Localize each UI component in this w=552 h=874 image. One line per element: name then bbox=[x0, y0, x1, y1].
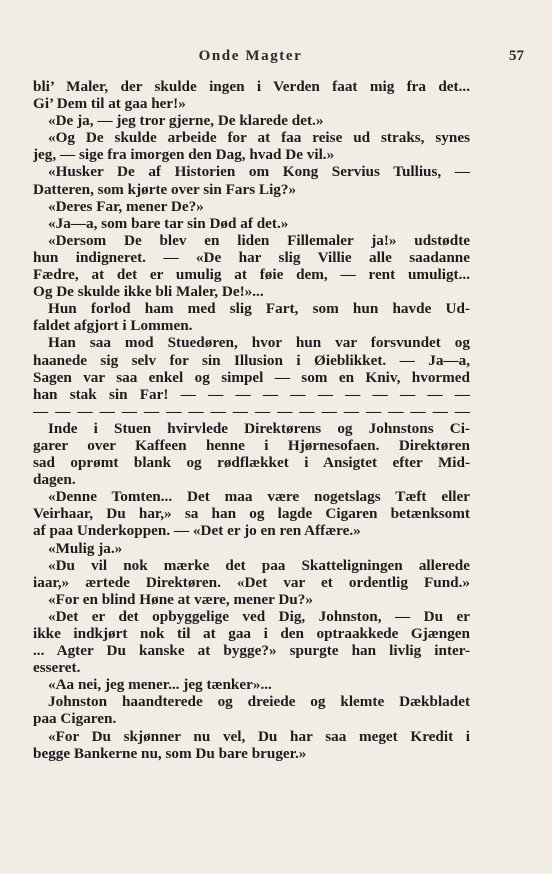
text-line: «Du vil nok mærke det paa Skatteligningen allerede bbox=[48, 556, 470, 574]
text-line: han stak sin Far! — — — — — — — — — — — bbox=[33, 385, 470, 403]
text-line: sad oprømt blank og rødflækket i Ansigtet efter Mid- bbox=[33, 454, 470, 472]
text-line: bli’ Maler, der skulde ingen i Verden faat mig fra det... bbox=[33, 78, 470, 95]
text-line: Datteren, som kjørte over sin Fars Lig?» bbox=[33, 180, 297, 198]
text-line: Gi’ Dem til at gaa her!» bbox=[33, 95, 186, 113]
text-line: «Og De skulde arbeide for at faa reise ud straks, synes bbox=[48, 129, 470, 147]
text-line: iaar,» ærtede Direktøren. «Det var et ordentlig Fund.» bbox=[33, 573, 470, 591]
text-line: faldet afgjort i Lommen. bbox=[33, 317, 193, 335]
text-line: dagen. bbox=[33, 471, 76, 489]
text-line: «Aa nei, jeg mener... jeg tænker»... bbox=[48, 676, 272, 694]
text-line: Sagen var saa enkel og simpel — som en Kniv, hvormed bbox=[33, 368, 470, 386]
text-line: Hun forlod ham med slig Fart, som hun havde Ud- bbox=[48, 300, 470, 318]
text-line: — — — — — — — — — — — — — — — — — — — — bbox=[33, 402, 470, 420]
body-text bbox=[33, 78, 470, 762]
text-line: Veirhaar, Du har,» sa han og lagde Cigaren betænksomt bbox=[33, 505, 470, 523]
text-line: jeg, — sige fra imorgen den Dag, hvad De vil.» bbox=[33, 146, 335, 164]
text-line: «Dersom De blev en liden Fillemaler ja!» udstødte bbox=[48, 231, 470, 249]
text-line: Han saa mod Stuedøren, hvor hun var forsvundet og bbox=[48, 334, 470, 352]
text-line: «Det er det opbyggelige ved Dig, Johnston, — Du er bbox=[48, 607, 470, 625]
text-line: garer over Kaffeen henne i Hjørnesofaen. Direktøren bbox=[33, 436, 470, 454]
running-title: Onde Magter bbox=[198, 48, 303, 64]
text-line: «Ja—a, som bare tar sin Død af det.» bbox=[48, 214, 289, 232]
text-line: Fædre, at det er umulig at føie dem, — rent umuligt... bbox=[33, 266, 470, 284]
text-line: paa Cigaren. bbox=[33, 710, 117, 728]
text-line: esseret. bbox=[33, 659, 81, 677]
text-line: «For en blind Høne at være, mener Du?» bbox=[48, 590, 313, 608]
text-line: haanede sig selv for sin Illusion i Øieblikket. — Ja—a, bbox=[33, 351, 470, 369]
text-line: af paa Underkoppen. — «Det er jo en ren Affære.» bbox=[33, 522, 361, 540]
text-line: begge Bankerne nu, som Du bare bruger.» bbox=[33, 744, 307, 762]
text-line: «Mulig ja.» bbox=[48, 539, 123, 557]
page-header bbox=[33, 48, 524, 68]
text-line: ikke indkjørt nok til at gaa i den optraakkede Gjængen bbox=[33, 625, 470, 642]
page-number: 57 bbox=[509, 48, 524, 64]
text-line: «De ja, — jeg tror gjerne, De klarede det.» bbox=[48, 112, 324, 130]
text-line: ... Agter Du kanske at bygge?» spurgte han livlig inter- bbox=[33, 642, 470, 660]
text-line: «For Du skjønner nu vel, Du har saa meget Kredit i bbox=[48, 727, 470, 745]
text-line: «Husker De af Historien om Kong Servius Tullius, — bbox=[48, 163, 470, 181]
text-line: «Denne Tomten... Det maa være nogetslags Tæft eller bbox=[48, 488, 470, 506]
text-line: Inde i Stuen hvirvlede Direktørens og Johnstons Ci- bbox=[48, 419, 470, 437]
text-line: hun indigneret. — «De har slig Villie alle saadanne bbox=[33, 248, 470, 266]
text-line: «Deres Far, mener De?» bbox=[48, 197, 204, 215]
text-line: Og De skulde ikke bli Maler, De!»... bbox=[33, 283, 264, 301]
text-line: Johnston haandterede og dreiede og klemte Dækbladet bbox=[48, 693, 470, 711]
